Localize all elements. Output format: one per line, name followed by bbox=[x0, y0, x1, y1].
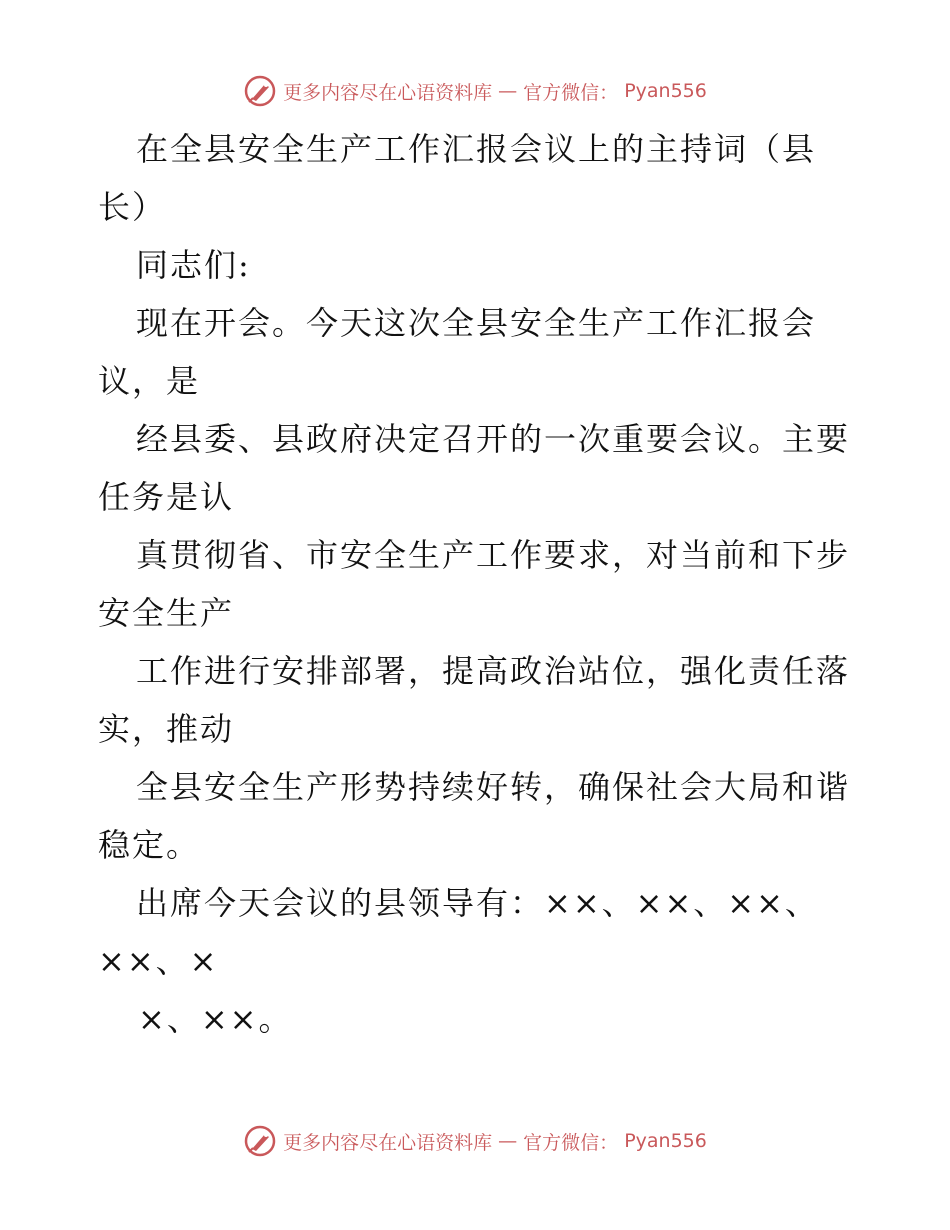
paragraph-line: 出席今天会议的县领导有：××、××、××、 bbox=[136, 884, 819, 922]
document-title-line: 长） bbox=[98, 188, 167, 226]
paragraph-line: 工作进行安排部署，提高政治站位，强化责任落 bbox=[136, 652, 851, 690]
paragraph-line: 经县委、县政府决定召开的一次重要会议。主要 bbox=[136, 420, 851, 458]
document-body bbox=[98, 120, 878, 1048]
paragraph-line: ××、× bbox=[98, 942, 219, 980]
quill-pen-logo-icon bbox=[243, 1124, 277, 1158]
paragraph-line: 任务是认 bbox=[98, 478, 235, 516]
header-banner-account: Pyan556 bbox=[624, 80, 707, 102]
paragraph-line: 实，推动 bbox=[98, 710, 235, 748]
document-title-line: 在全县安全生产工作汇报会议上的主持词（县 bbox=[136, 130, 817, 168]
paragraph-line: 议，是 bbox=[98, 362, 201, 400]
paragraph-line: 稳定。 bbox=[98, 826, 201, 864]
paragraph-line: 安全生产 bbox=[98, 594, 235, 632]
paragraph-line: 现在开会。今天这次全县安全生产工作汇报会 bbox=[136, 304, 817, 342]
footer-banner-official: 官方微信： bbox=[523, 1131, 619, 1154]
header-banner bbox=[0, 74, 950, 108]
paragraph-line: 全县安全生产形势持续好转，确保社会大局和谐 bbox=[136, 768, 851, 806]
paragraph-line: ×、××。 bbox=[138, 1000, 293, 1038]
quill-pen-logo-icon bbox=[243, 74, 277, 108]
paragraph-line: 真贯彻省、市安全生产工作要求，对当前和下步 bbox=[136, 536, 851, 574]
greeting: 同志们: bbox=[136, 246, 251, 284]
header-banner-text: 更多内容尽在心语资料库 bbox=[283, 81, 493, 104]
footer-banner-text: 更多内容尽在心语资料库 bbox=[283, 1131, 493, 1154]
footer-banner-account: Pyan556 bbox=[624, 1130, 707, 1152]
footer-banner-separator: — bbox=[498, 1130, 518, 1152]
header-banner-official: 官方微信： bbox=[523, 81, 619, 104]
footer-banner bbox=[0, 1124, 950, 1158]
header-banner-separator: — bbox=[498, 80, 518, 102]
